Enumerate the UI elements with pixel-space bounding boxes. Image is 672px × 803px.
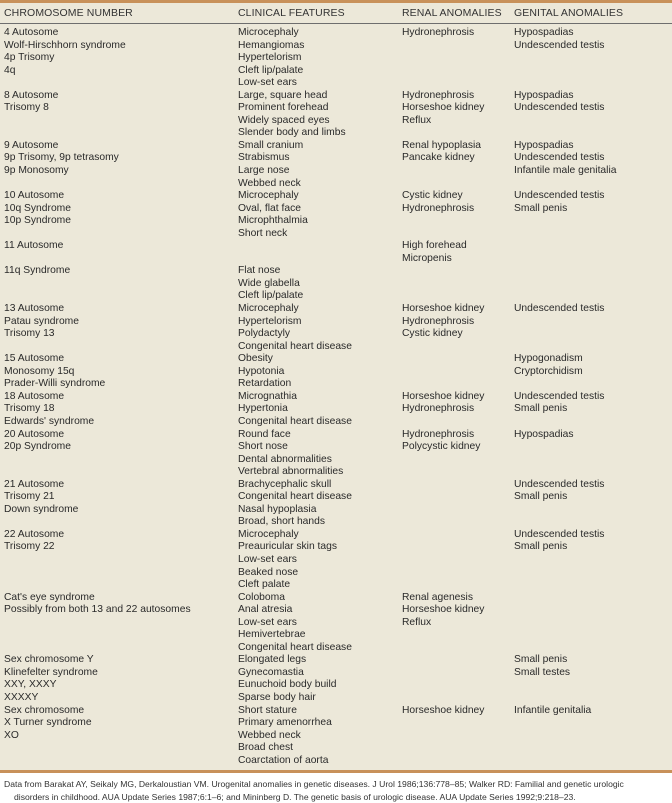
cell-line: Congenital heart disease [238, 641, 352, 653]
cell-line: Patau syndrome [4, 315, 79, 327]
renal-cell [402, 479, 514, 529]
chromosome-cell [0, 265, 238, 303]
cell-line: Microcephaly [238, 528, 299, 540]
cell-line: Widely spaced eyes [238, 114, 330, 126]
renal-cell [402, 391, 514, 429]
clinical-cell [238, 265, 402, 303]
clinical-cell [238, 429, 402, 479]
chromosome-cell [0, 240, 238, 265]
cell-line: 18 Autosome [4, 390, 65, 402]
genital-cell [514, 240, 672, 265]
renal-cell [402, 303, 514, 353]
cell-line: Congenital heart disease [238, 491, 352, 503]
cell-line: Low-set ears [238, 77, 297, 89]
cell-line: Anal atresia [238, 604, 293, 616]
cell-line: Congenital heart disease [238, 415, 352, 427]
table-row [0, 479, 672, 529]
cell-line: Horseshoe kidney [402, 604, 485, 616]
cell-line: Dental abnormalities [238, 453, 332, 465]
cell-line: Undescended testis [514, 478, 605, 490]
table-body [0, 24, 672, 770]
cell-line: 4 Autosome [4, 27, 59, 38]
cell-line: 20 Autosome [4, 428, 65, 440]
table-row [0, 140, 672, 190]
genital-cell [514, 479, 672, 529]
cell-line: Cleft palate [238, 579, 291, 591]
cell-line: Beaked nose [238, 566, 299, 578]
cell-line: Undescended testis [514, 303, 605, 315]
cell-line: Broad, short hands [238, 516, 326, 528]
chromosome-cell [0, 654, 238, 704]
cell-line: Small penis [514, 403, 568, 415]
cell-line: Slender body and limbs [238, 127, 346, 139]
cell-line: Infantile genitalia [514, 704, 592, 716]
cell-line: Infantile male genitalia [514, 165, 617, 177]
cell-line: Horseshoe kidney [402, 704, 485, 716]
cell-line: Round face [238, 428, 291, 440]
table-row [0, 529, 672, 592]
cell-line: Broad chest [238, 742, 293, 754]
cell-line: Undescended testis [514, 390, 605, 402]
cell-line: 13 Autosome [4, 303, 65, 315]
cell-line: XO [4, 729, 19, 741]
cell-line: Wolf-Hirschhorn syndrome [4, 39, 126, 51]
cell-line: Sex chromosome [4, 704, 85, 716]
source-footnote [0, 773, 672, 803]
cell-line: 8 Autosome [4, 89, 59, 101]
cell-line: Undescended testis [514, 39, 605, 51]
cell-line: Hemangiomas [238, 39, 305, 51]
cell-line: Short nose [238, 441, 288, 453]
cell-line: Primary amenorrhea [238, 717, 332, 729]
cell-line: Low-set ears [238, 553, 297, 565]
cell-line: Sex chromosome Y [4, 654, 94, 666]
table-row [0, 240, 672, 265]
cell-line: Hydronephrosis [402, 202, 475, 214]
cell-line: Pancake kidney [402, 152, 475, 164]
table-row [0, 353, 672, 391]
renal-cell [402, 529, 514, 592]
clinical-cell [238, 90, 402, 140]
cell-line: Microcephaly [238, 190, 299, 202]
clinical-cell [238, 529, 402, 592]
genital-cell [514, 529, 672, 592]
cell-line: Oval, flat face [238, 202, 301, 214]
header-clinical: CLINICAL FEATURES [238, 7, 345, 19]
cell-line: Horseshoe kidney [402, 390, 485, 402]
clinical-cell [238, 303, 402, 353]
cell-line: 4p Trisomy [4, 52, 55, 64]
chromosome-cell [0, 353, 238, 391]
renal-cell [402, 705, 514, 768]
chromosome-cell [0, 90, 238, 140]
cell-line: 11q Syndrome [4, 265, 71, 277]
cell-line: 10 Autosome [4, 190, 65, 202]
cell-line: Elongated legs [238, 654, 307, 666]
cell-line: Eunuchoid body build [238, 679, 337, 691]
cell-line: Coarctation of aorta [238, 754, 329, 766]
cell-line: Cystic kidney [402, 190, 463, 202]
genital-cell [514, 654, 672, 704]
cell-line: Renal agenesis [402, 591, 473, 603]
chromosome-cell [0, 529, 238, 592]
cell-line: Hydronephrosis [402, 315, 475, 327]
clinical-cell [238, 705, 402, 768]
genital-cell [514, 27, 672, 90]
cell-line: 9 Autosome [4, 139, 59, 151]
cell-line: Trisomy 8 [4, 102, 49, 114]
header-genital: GENITAL ANOMALIES [514, 7, 624, 19]
cell-line: Trisomy 22 [4, 541, 55, 553]
cell-line: 21 Autosome [4, 478, 65, 490]
table-row [0, 654, 672, 704]
cell-line: 4q [4, 64, 16, 76]
table-row [0, 391, 672, 429]
cell-line: Cat's eye syndrome [4, 591, 95, 603]
genital-cell [514, 391, 672, 429]
cell-line: XXXXY [4, 691, 39, 703]
cell-line: Wide glabella [238, 277, 300, 289]
cell-line: Polydactyly [238, 328, 291, 340]
cell-line: High forehead [402, 240, 467, 252]
cell-line: Klinefelter syndrome [4, 666, 98, 678]
cell-line: Micrognathia [238, 390, 297, 402]
table-row [0, 265, 672, 303]
cell-line: Hydronephrosis [402, 428, 475, 440]
cell-line: Prader-Willi syndrome [4, 378, 106, 390]
cell-line: 15 Autosome [4, 353, 65, 365]
table-row [0, 303, 672, 353]
genital-cell [514, 592, 672, 655]
table-header [0, 3, 672, 24]
cell-line: Polycystic kidney [402, 441, 481, 453]
cell-line: Short neck [238, 227, 288, 239]
chromosome-cell [0, 27, 238, 90]
genital-cell [514, 353, 672, 391]
genital-cell [514, 303, 672, 353]
clinical-cell [238, 654, 402, 704]
renal-cell [402, 140, 514, 190]
cell-line: 9p Monosomy [4, 165, 69, 177]
chromosome-cell [0, 391, 238, 429]
genital-cell [514, 265, 672, 303]
table-row [0, 705, 672, 768]
cell-line: Microphthalmia [238, 215, 308, 227]
cell-line: Down syndrome [4, 503, 79, 515]
cell-line: Hemivertebrae [238, 629, 306, 641]
cell-line: Hypertelorism [238, 315, 302, 327]
cell-line: Vertebral abnormalities [238, 466, 344, 478]
cell-line: Hydronephrosis [402, 27, 475, 38]
cell-line: Congenital heart disease [238, 340, 352, 352]
cell-line: Cleft lip/palate [238, 64, 304, 76]
cell-line: Small penis [514, 654, 568, 666]
cell-line: Gynecomastia [238, 666, 304, 678]
cell-line: Undescended testis [514, 102, 605, 114]
cell-line: Small penis [514, 491, 568, 503]
cell-line: Large nose [238, 165, 290, 177]
chromosome-cell [0, 592, 238, 655]
cell-line: Trisomy 21 [4, 491, 55, 503]
cell-line: Hypogonadism [514, 353, 583, 365]
renal-cell [402, 592, 514, 655]
cell-line: Undescended testis [514, 152, 605, 164]
cell-line: Hypospadias [514, 428, 574, 440]
renal-cell [402, 240, 514, 265]
cell-line: Coloboma [238, 591, 285, 603]
cell-line: Trisomy 18 [4, 403, 55, 415]
cell-line: Hypertonia [238, 403, 288, 415]
cell-line: Hydronephrosis [402, 89, 475, 101]
cell-line: Hypospadias [514, 27, 574, 38]
header-chromosome: CHROMOSOME NUMBER [4, 7, 133, 19]
cell-line: Webbed neck [238, 729, 301, 741]
chromosome-cell [0, 429, 238, 479]
cell-line: Obesity [238, 353, 273, 365]
header-renal: RENAL ANOMALIES [402, 7, 502, 19]
cell-line: Reflux [402, 114, 432, 126]
cell-line: Microcephaly [238, 27, 299, 38]
cell-line: Micropenis [402, 252, 452, 264]
chromosome-cell [0, 705, 238, 768]
cell-line: Retardation [238, 378, 292, 390]
chromosome-cell [0, 190, 238, 240]
clinical-cell [238, 240, 402, 265]
cell-line: Small cranium [238, 139, 304, 151]
cell-line: Horseshoe kidney [402, 102, 485, 114]
cell-line: Cleft lip/palate [238, 290, 304, 302]
cell-line: 9p Trisomy, 9p tetrasomy [4, 152, 119, 164]
table-row [0, 592, 672, 655]
cell-line: Hypospadias [514, 89, 574, 101]
cell-line: XXY, XXXY [4, 679, 57, 691]
cell-line: 20p Syndrome [4, 441, 71, 453]
footnote-line-1: Data from Barakat AY, Seikaly MG, Derkaloustian VM. Urogenital anomalies in genetic diseases. J Urol 1986;136:778–85; Walker RD: Familial and genetic urologic [4, 779, 624, 790]
renal-cell [402, 429, 514, 479]
clinical-cell [238, 592, 402, 655]
cell-line: Preauricular skin tags [238, 541, 338, 553]
cell-line: Renal hypoplasia [402, 139, 481, 151]
genital-cell [514, 90, 672, 140]
cell-line: 22 Autosome [4, 528, 65, 540]
cell-line: Edwards' syndrome [4, 415, 95, 427]
cell-line: 10p Syndrome [4, 215, 71, 227]
cell-line: Webbed neck [238, 177, 301, 189]
cell-line: Undescended testis [514, 190, 605, 202]
cell-line: X Turner syndrome [4, 717, 92, 729]
clinical-cell [238, 353, 402, 391]
renal-cell [402, 265, 514, 303]
cell-line: Hypotonia [238, 365, 285, 377]
genital-cell [514, 429, 672, 479]
genital-cell [514, 705, 672, 768]
cell-line: Small penis [514, 202, 568, 214]
chromosome-cell [0, 479, 238, 529]
cell-line: Trisomy 13 [4, 328, 55, 340]
renal-cell [402, 90, 514, 140]
renal-cell [402, 27, 514, 90]
renal-cell [402, 654, 514, 704]
renal-cell [402, 353, 514, 391]
table-row [0, 27, 672, 90]
cell-line: Hydronephrosis [402, 403, 475, 415]
cell-line: Microcephaly [238, 303, 299, 315]
cell-line: Low-set ears [238, 616, 297, 628]
clinical-cell [238, 190, 402, 240]
cell-line: Possibly from both 13 and 22 autosomes [4, 604, 191, 616]
genital-cell [514, 190, 672, 240]
table-row [0, 190, 672, 240]
cell-line: Nasal hypoplasia [238, 503, 317, 515]
clinical-cell [238, 391, 402, 429]
table-row [0, 90, 672, 140]
clinical-cell [238, 140, 402, 190]
cell-line: 11 Autosome [4, 240, 64, 252]
cell-line: Large, square head [238, 89, 328, 101]
cell-line: Prominent forehead [238, 102, 329, 114]
footnote-line-2: disorders in childhood. AUA Update Series 1987;6:1–6; and Mininberg D. The genetic basis of urologic disease. AUA Update Series 1992;9:218–23. [14, 791, 576, 802]
cell-line: 10q Syndrome [4, 202, 71, 214]
genital-cell [514, 140, 672, 190]
renal-cell [402, 190, 514, 240]
chromosome-cell [0, 303, 238, 353]
cell-line: Hypertelorism [238, 52, 302, 64]
clinical-cell [238, 27, 402, 90]
cell-line: Monosomy 15q [4, 365, 75, 377]
cell-line: Cystic kidney [402, 328, 463, 340]
cell-line: Horseshoe kidney [402, 303, 485, 315]
cell-line: Hypospadias [514, 139, 574, 151]
cell-line: Brachycephalic skull [238, 478, 332, 490]
cell-line: Reflux [402, 616, 432, 628]
table-row [0, 429, 672, 479]
cell-line: Cryptorchidism [514, 365, 583, 377]
cell-line: Undescended testis [514, 528, 605, 540]
cell-line: Short stature [238, 704, 297, 716]
cell-line: Flat nose [238, 265, 281, 277]
clinical-cell [238, 479, 402, 529]
cell-line: Small testes [514, 666, 571, 678]
chromosome-cell [0, 140, 238, 190]
cell-line: Strabismus [238, 152, 290, 164]
cell-line: Sparse body hair [238, 691, 316, 703]
cell-line: Small penis [514, 541, 568, 553]
